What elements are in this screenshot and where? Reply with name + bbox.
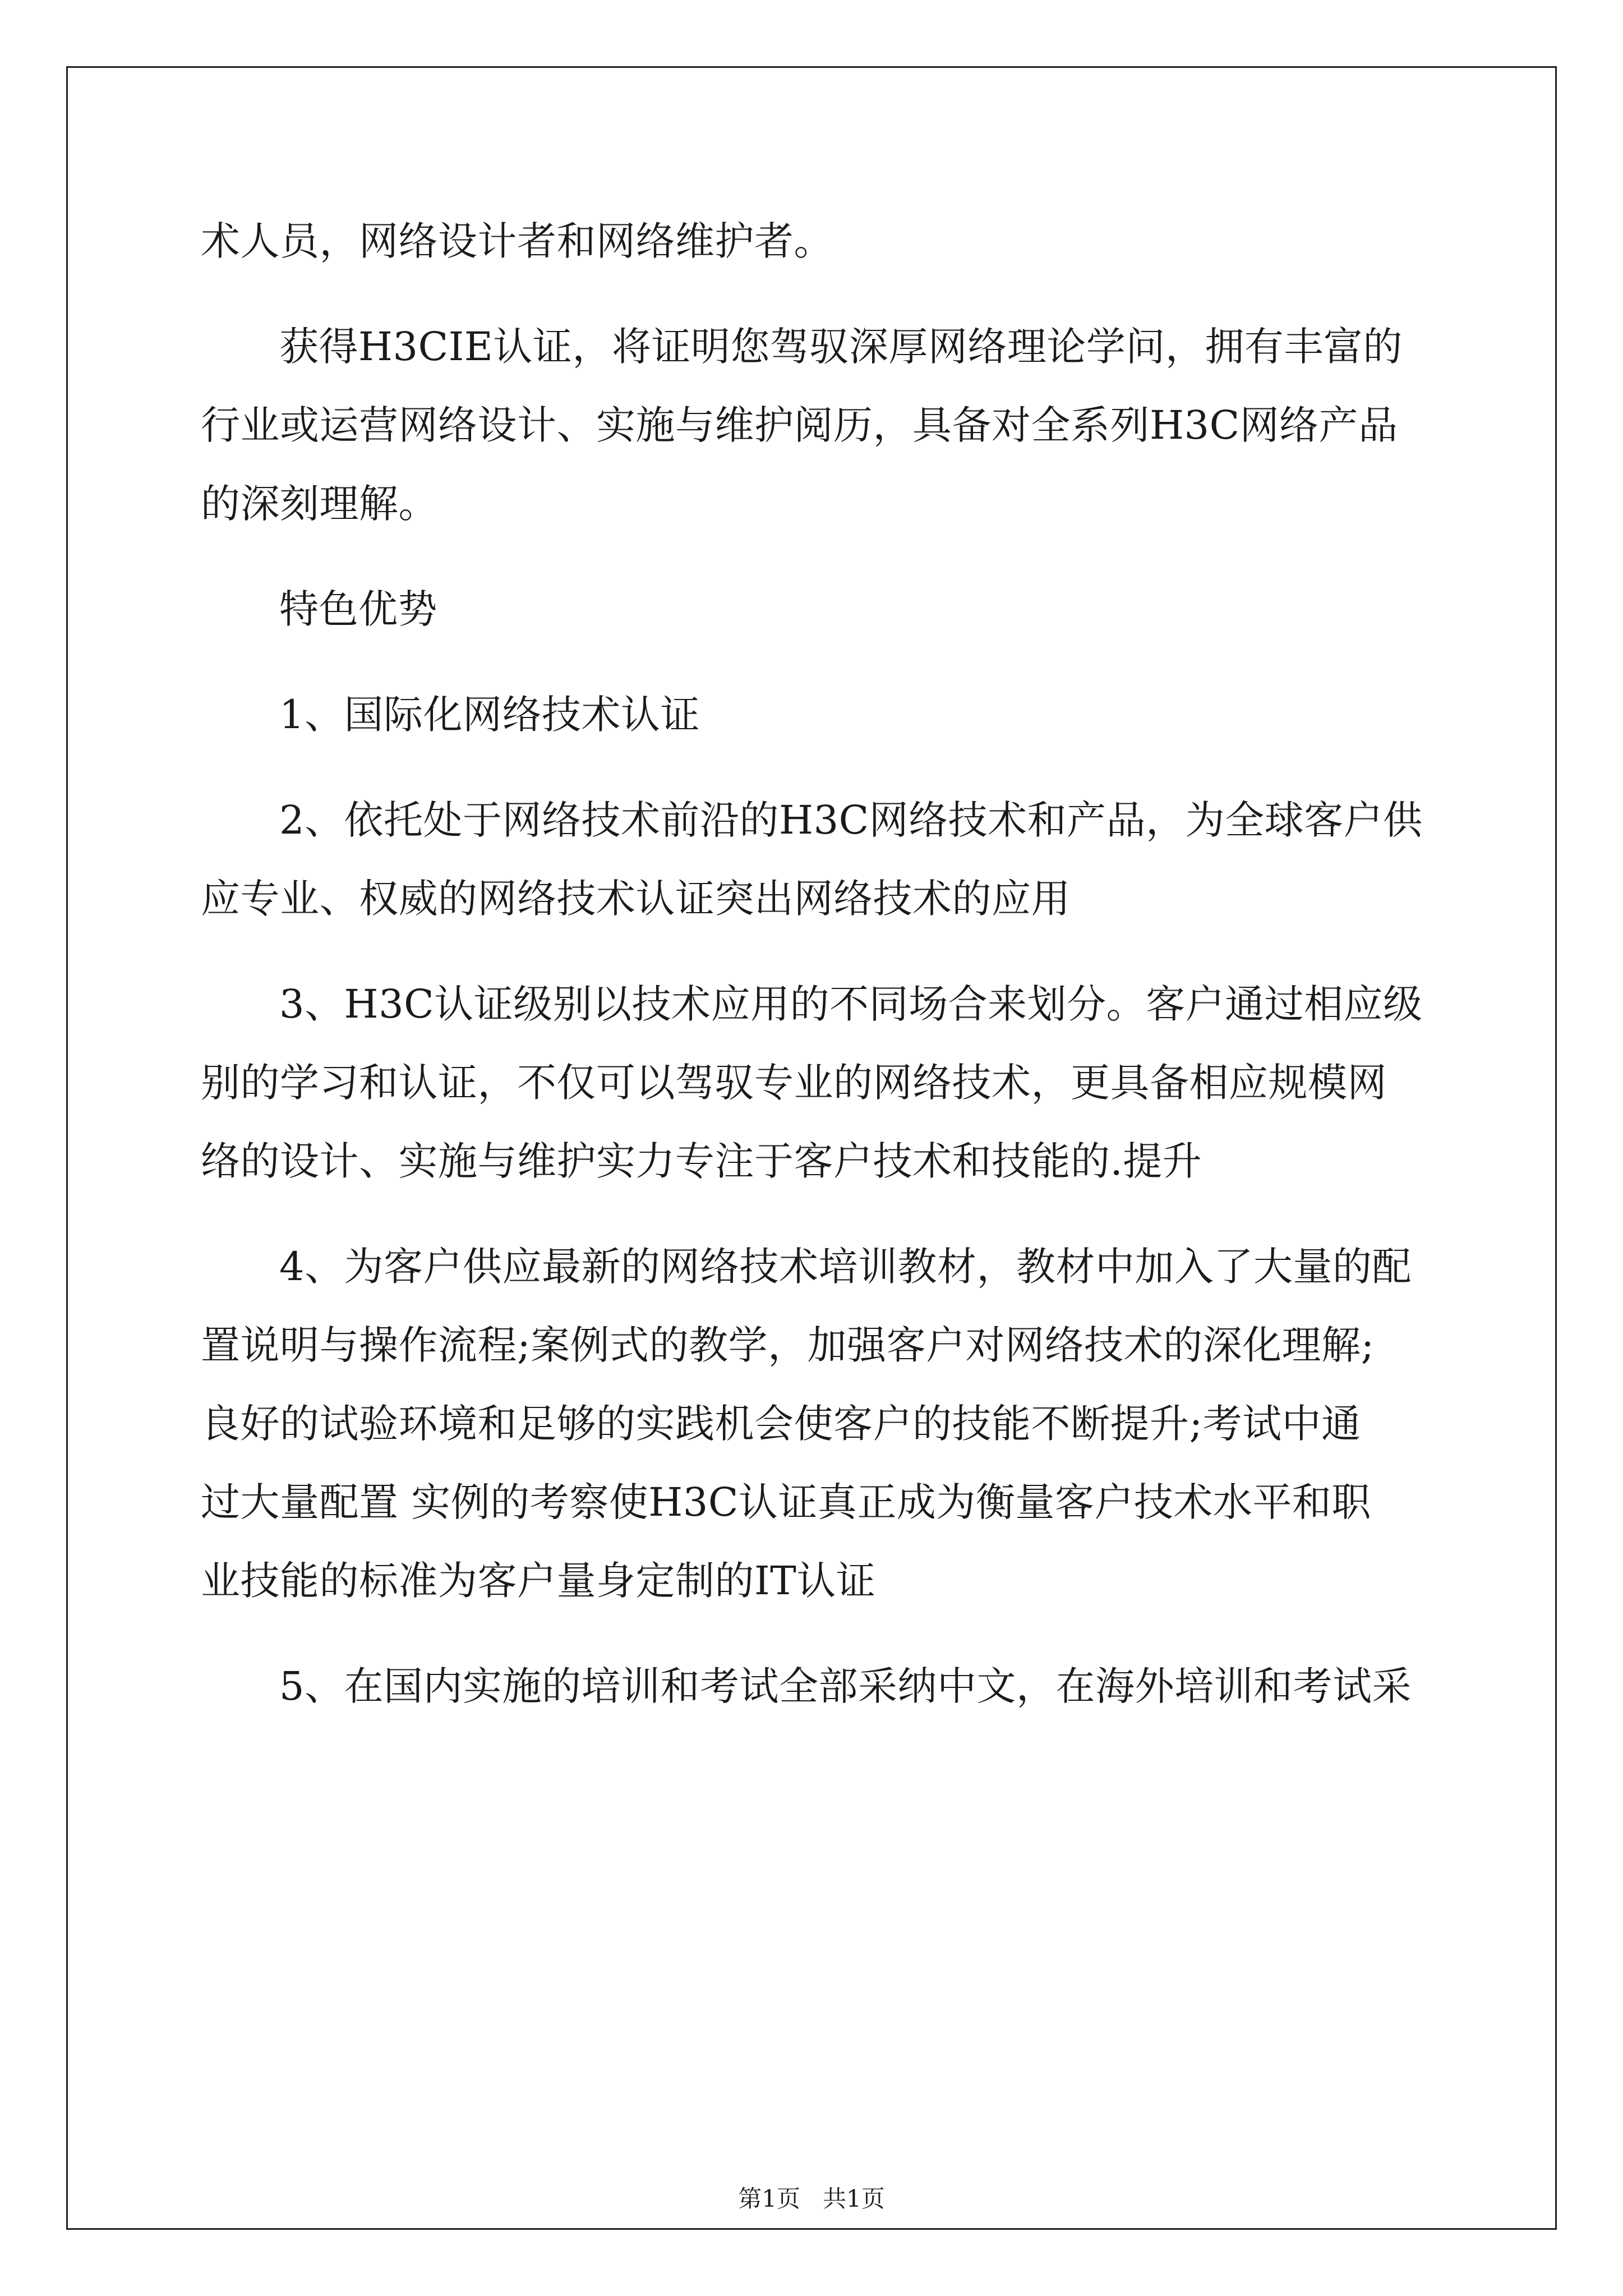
section-heading: 特色优势 (279, 586, 437, 632)
page-number-current: 第1页 (738, 2185, 800, 2212)
paragraph-line: 过大量配置 实例的考察使H3C认证真正成为衡量客户技术水平和职 (201, 1479, 1371, 1525)
paragraph-line: 术人员，网络设计者和网络维护者。 (201, 218, 833, 264)
document-body (201, 202, 1429, 1726)
paragraph-line: 良好的试验环境和足够的实践机会使客户的技能不断提升;考试中通 (201, 1401, 1361, 1447)
page-footer (0, 2182, 1623, 2216)
paragraph-line: 的深刻理解。 (201, 481, 438, 527)
list-item: 3、H3C认证级别以技术应用的不同场合来划分。客户通过相应级 (279, 981, 1423, 1027)
page-number-total: 共1页 (823, 2185, 885, 2212)
list-item: 1、国际化网络技术认证 (279, 692, 700, 738)
paragraph-line: 获得H3CIE认证，将证明您驾驭深厚网络理论学问，拥有丰富的 (279, 324, 1403, 370)
paragraph-line: 行业或运营网络设计、实施与维护阅历，具备对全系列H3C网络产品 (201, 402, 1398, 448)
list-item: 5、在国内实施的培训和考试全部采纳中文，在海外培训和考试采 (279, 1663, 1412, 1709)
paragraph-line: 应专业、权威的网络技术认证突出网络技术的应用 (201, 876, 1071, 922)
paragraph-line: 络的设计、实施与维护实力专注于客户技术和技能的.提升 (201, 1138, 1202, 1184)
paragraph-line: 置说明与操作流程;案例式的教学，加强客户对网络技术的深化理解; (201, 1322, 1375, 1368)
list-item: 4、为客户供应最新的网络技术培训教材，教材中加入了大量的配 (279, 1244, 1412, 1290)
list-item: 2、依托处于网络技术前沿的H3C网络技术和产品，为全球客户供 (279, 797, 1423, 843)
paragraph-line: 别的学习和认证，不仅可以驾驭专业的网络技术，更具备相应规模网 (201, 1060, 1387, 1106)
paragraph-line: 业技能的标准为客户量身定制的IT认证 (201, 1558, 876, 1604)
